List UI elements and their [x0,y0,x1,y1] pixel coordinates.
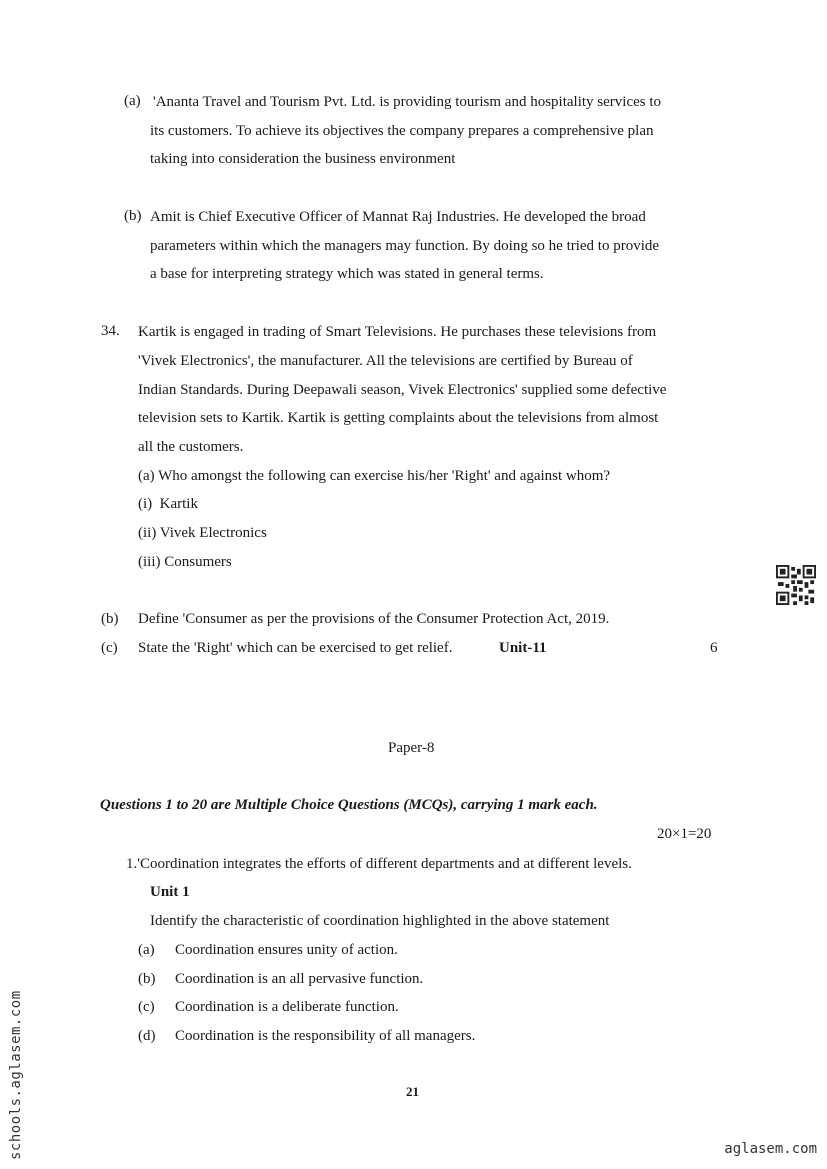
q1-unit-tag: Unit 1 [150,884,190,900]
q34-c-label: (c) [101,640,118,656]
q1-option-a-label: (a) [138,942,155,958]
q34-b-label: (b) [101,611,119,627]
q1-option-d-label: (d) [138,1028,156,1044]
q33-a-line-3: taking into consideration the business environment [150,151,456,167]
q34-option-i: (i) Kartik [138,496,198,512]
footer-watermark: aglasem.com [724,1141,817,1157]
q1-stem: 1.'Coordination integrates the efforts of different departments and at different levels. [126,856,632,872]
qr-code-icon [776,565,816,605]
q34-line-2: 'Vivek Electronics', the manufacturer. All the televisions are certified by Bureau of [138,353,633,369]
q33-a-line-1: 'Ananta Travel and Tourism Pvt. Ltd. is providing tourism and hospitality services to [153,94,662,110]
q33-b-line-1: Amit is Chief Executive Officer of Mannat Raj Industries. He developed the broad [150,209,646,225]
q34-option-ii: (ii) Vivek Electronics [138,525,267,541]
q33-b-line-3: a base for interpreting strategy which was stated in general terms. [150,266,544,282]
q1-option-c-label: (c) [138,999,155,1015]
q34-unit-tag: Unit-11 [499,640,547,656]
q34-c-text: State the 'Right' which can be exercised to get relief. [138,640,453,656]
q33-a-line-2: its customers. To achieve its objectives the company prepares a comprehensive plan [150,123,654,139]
q34-line-4: television sets to Kartik. Kartik is getting complaints about the televisions from almost [138,410,659,426]
marks-scheme: 20×1=20 [657,826,712,842]
q34-sub-a: (a) Who amongst the following can exercise his/her 'Right' and against whom? [138,468,611,484]
q33-b-line-2: parameters within which the managers may function. By doing so he tried to provide [150,238,660,254]
mcq-instruction: Questions 1 to 20 are Multiple Choice Questions (MCQs), carrying 1 mark each. [100,797,598,813]
paper-title: Paper-8 [388,740,435,756]
q34-marks: 6 [710,640,718,656]
q1-option-d-text: Coordination is the responsibility of all managers. [175,1028,476,1044]
q34-line-3: Indian Standards. During Deepawali season, Vivek Electronics' supplied some defective [138,382,667,398]
side-watermark: schools.aglasem.com [8,990,24,1160]
q34-line-5: all the customers. [138,439,244,455]
q34-line-1: Kartik is engaged in trading of Smart Televisions. He purchases these televisions from [138,324,657,340]
q33-a-label: (a) [124,93,141,109]
q1-option-b-label: (b) [138,971,156,987]
page-number: 21 [406,1084,419,1099]
q1-prompt: Identify the characteristic of coordination highlighted in the above statement [150,913,610,929]
q1-option-b-text: Coordination is an all pervasive function. [175,971,424,987]
q33-b-label: (b) [124,208,142,224]
q1-option-a-text: Coordination ensures unity of action. [175,942,398,958]
q34-option-iii: (iii) Consumers [138,554,232,570]
q34-number: 34. [101,323,120,339]
q1-option-c-text: Coordination is a deliberate function. [175,999,399,1015]
q34-b-text: Define 'Consumer as per the provisions of the Consumer Protection Act, 2019. [138,611,610,627]
